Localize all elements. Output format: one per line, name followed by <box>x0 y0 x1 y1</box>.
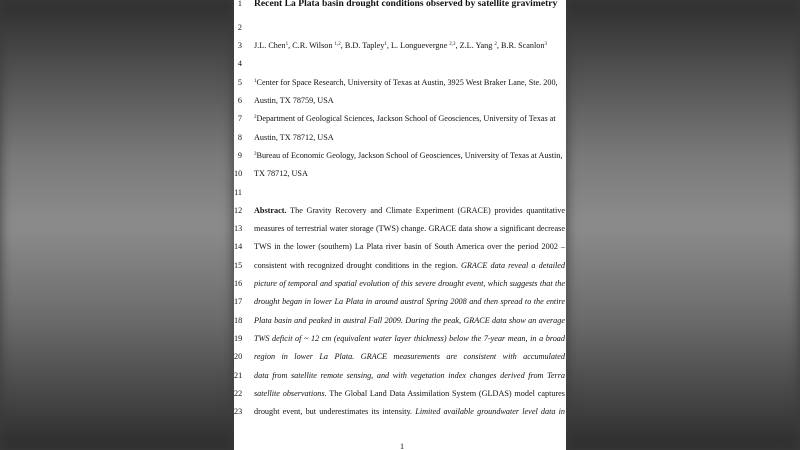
line-7 <box>234 113 566 131</box>
abstract-line: region in lower La Plata. GRACE measurements are consistent with accumulated <box>254 352 565 361</box>
line-11 <box>234 187 566 205</box>
line-number: 21 <box>234 371 243 380</box>
abstract-line: Plata basin and peaked in austral Fall 2009. During the peak, GRACE data show an average <box>254 316 565 325</box>
line-number: 14 <box>234 242 243 251</box>
affiliation-1: $^1$Center for Space Research, University of Texas at Austin, 3925 West Braker Lane, Ste. 200, <box>254 78 558 87</box>
affiliation-3-cont: TX 78712, USA <box>254 169 308 178</box>
line-number: 18 <box>234 316 243 325</box>
line-number: 2 <box>237 23 242 32</box>
line-number: 16 <box>234 279 243 288</box>
line-13 <box>234 223 566 241</box>
line-22 <box>234 388 566 406</box>
line-3 <box>234 40 566 58</box>
line-17 <box>234 296 566 314</box>
affiliation-3: $^3$Bureau of Economic Geology, Jackson School of Geosciences, University of Texas at Austin, <box>254 151 563 160</box>
line-number: 20 <box>234 352 243 361</box>
line-1 <box>234 0 566 16</box>
abstract-label: Abstract. <box>254 206 287 215</box>
line-4 <box>234 58 566 76</box>
author-affil-sup: 2,3 <box>449 42 456 47</box>
line-number: 8 <box>237 133 242 142</box>
background-blur-right <box>566 0 800 450</box>
author-name: L. Longuevergne <box>390 41 448 50</box>
line-number: 4 <box>237 59 242 68</box>
line-10 <box>234 168 566 186</box>
line-number: 15 <box>234 261 243 270</box>
affil-sup: 2 <box>254 115 257 120</box>
line-16 <box>234 278 566 296</box>
line-number: 7 <box>237 114 242 123</box>
author-affil-sup: 2 <box>494 42 497 47</box>
affiliation-2: $^2$Department of Geological Sciences, Jackson School of Geosciences, University of Texas at <box>254 114 556 123</box>
author-name: C.R. Wilson <box>292 41 333 50</box>
line-18 <box>234 315 566 333</box>
abstract-line: drought event, but underestimates its intensity. Limited available groundwater level data in <box>254 407 565 416</box>
affil-sup: 3 <box>254 152 257 157</box>
author-affil-sup: 1 <box>384 42 387 47</box>
line-number: 19 <box>234 334 243 343</box>
line-12 <box>234 205 566 223</box>
author-affil-sup: 1 <box>285 42 289 47</box>
line-number: 11 <box>234 188 242 197</box>
affiliation-2-cont: Austin, TX 78712, USA <box>254 133 334 142</box>
author-affil-sup: 1,2 <box>334 42 341 47</box>
paper-page <box>234 0 566 450</box>
abstract-line: Abstract. The Gravity Recovery and Climate Experiment (GRACE) provides quantitative <box>254 206 565 215</box>
author-name: B.R. Scanlon <box>501 41 545 50</box>
line-8 <box>234 132 566 150</box>
line-number: 17 <box>234 297 243 306</box>
line-number: 1 <box>237 0 242 8</box>
background-blur-left <box>0 0 234 450</box>
abstract-line: picture of temporal and spatial evolution of this severe drought event, which suggests that the <box>254 279 565 288</box>
line-number: 5 <box>237 78 242 87</box>
line-21 <box>234 370 566 388</box>
author-affil-sup: 3 <box>544 42 547 47</box>
page-number: 1 <box>400 442 405 450</box>
abstract-line: TWS in the lower (southern) La Plata river basin of South America over the period 2002 – <box>254 242 565 251</box>
line-number: 12 <box>234 206 243 215</box>
abstract-line: measures of terrestrial water storage (TWS) change. GRACE data show a significant decrease <box>254 224 565 233</box>
abstract-line: satellite observations. The Global Land Data Assimilation System (GLDAS) model captures <box>254 389 565 398</box>
abstract-line: data from satellite remote sensing, and with vegetation index changes derived from Terra <box>254 371 565 380</box>
line-5 <box>234 77 566 95</box>
author-name: Z.L. Yang <box>459 41 493 50</box>
affiliation-1-cont: Austin, TX 78759, USA <box>254 96 334 105</box>
line-number: 23 <box>234 407 243 416</box>
line-number: 9 <box>237 151 242 160</box>
line-14 <box>234 241 566 259</box>
line-23 <box>234 406 566 424</box>
line-number: 3 <box>237 41 242 50</box>
line-6 <box>234 95 566 113</box>
abstract-line: drought began in lower La Plata in around austral Spring 2008 and then spread to the entire <box>254 297 565 306</box>
line-2 <box>234 22 566 40</box>
line-20 <box>234 351 566 369</box>
line-number: 6 <box>237 96 242 105</box>
author-name: B.D. Tapley <box>344 41 385 50</box>
line-9 <box>234 150 566 168</box>
abstract-line: TWS deficit of ~ 12 cm (equivalent water layer thickness) below the 7-year mean, in a broad <box>254 334 565 343</box>
line-number: 10 <box>234 169 243 178</box>
paper-title: Recent La Plata basin drought conditions observed by satellite gravimetry <box>254 0 558 9</box>
line-number: 13 <box>234 224 243 233</box>
affil-sup: 1 <box>254 79 257 84</box>
line-15 <box>234 260 566 278</box>
line-number: 22 <box>234 389 243 398</box>
line-19 <box>234 333 566 351</box>
author-name: J.L. Chen <box>254 41 286 50</box>
author-list: J.L. Chen$^1$, C.R. Wilson $^{1,2}$, B.D. Tapley$^1$, L. Longuevergne $^{2,3}$, Z.L. Yang $^2$, B.R. Scanlon$^3$ <box>254 41 547 50</box>
abstract-line: consistent with recognized drought conditions in the region. GRACE data reveal a detailed <box>254 261 565 270</box>
